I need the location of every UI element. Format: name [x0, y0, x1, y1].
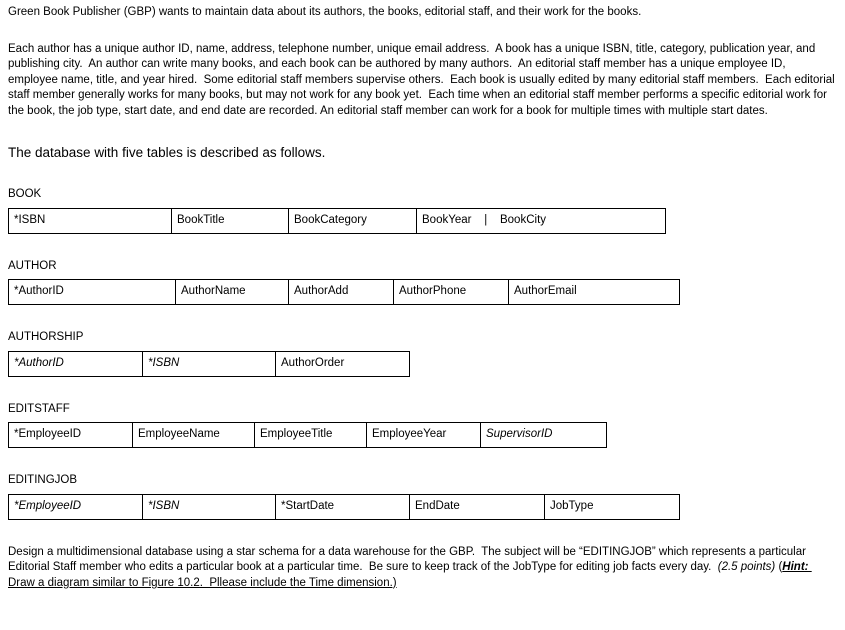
table-name-author: AUTHOR: [8, 259, 57, 272]
table-cell: EmployeeYear: [366, 422, 481, 448]
table-cell: *ISBN: [8, 208, 172, 234]
points-note: (2.5 points): [717, 561, 776, 573]
hint-label: Hint:: [782, 561, 809, 573]
task-paragraph: [8, 545, 837, 592]
table-cell: BookTitle: [171, 208, 289, 234]
table-book: [8, 208, 837, 234]
table-cell: EndDate: [409, 494, 545, 520]
table-cell: *AuthorID: [8, 351, 143, 377]
table-section-author: [8, 259, 837, 306]
table-cell: EmployeeTitle: [254, 422, 367, 448]
table-cell: AuthorEmail: [508, 279, 680, 305]
table-section-authorship: [8, 330, 837, 377]
table-name-book: BOOK: [8, 188, 42, 200]
table-author: [8, 279, 837, 305]
intro-paragraph: Green Book Publisher (GBP) wants to maintain data about its authors, the books, editorial staff, and their work for the books.: [8, 6, 642, 18]
table-cell: AuthorAdd: [288, 279, 394, 305]
table-cell: *ISBN: [142, 494, 276, 520]
table-cell: *EmployeeID: [8, 494, 143, 520]
table-cell: *StartDate: [275, 494, 410, 520]
table-editstaff: [8, 422, 837, 448]
table-cell: AuthorName: [175, 279, 289, 305]
table-cell: EmployeeName: [132, 422, 255, 448]
table-section-book: [8, 187, 837, 234]
table-section-editingjob: [8, 473, 837, 520]
task-text: Design a multidimensional database using a star schema for a data warehouse for the GBP. The subject will be “EDITINGJOB” which represents a particular Editorial Staff member who edits a particular book at a particular time. Be sure to keep track of the JobType for editing job facts every day.: [8, 545, 810, 573]
table-cell: BookYear | BookCity: [416, 208, 666, 234]
table-cell: BookCategory: [288, 208, 417, 234]
table-cell: SupervisorID: [480, 422, 607, 448]
tables-heading: The database with five tables is described as follows.: [8, 145, 326, 160]
task-text: (: [775, 561, 783, 573]
table-name-editstaff: EDITSTAFF: [8, 402, 70, 415]
table-cell: *AuthorID: [8, 279, 176, 305]
table-name-editingjob: EDITINGJOB: [8, 474, 78, 486]
table-cell: AuthorOrder: [275, 351, 410, 377]
table-section-editstaff: [8, 402, 837, 449]
table-cell: AuthorPhone: [393, 279, 509, 305]
table-name-authorship: AUTHORSHIP: [8, 331, 84, 343]
table-cell: JobType: [544, 494, 680, 520]
description-paragraph: Each author has a unique author ID, name, address, telephone number, unique email address. A book has a unique ISBN, title, category, publication year, and publishing city. An author can write many books, and each book can be authored by many authors. An editorial staff member has a unique employee ID, employee name, title, and year hired. Some editorial staff members supervise others. Each book is usually edited by many editorial staff members. Each editorial staff member generally works for many books, but may not work for any book yet. Each time when an editorial staff member performs a specific editorial work for the book, the job type, start date, and end date are recorded. An editorial staff member can work for a book for multiple times with multiple start dates.: [8, 42, 838, 117]
table-authorship: [8, 351, 837, 377]
hint-text: Draw a diagram similar to Figure 10.2. Pllease include the Time dimension.): [8, 561, 812, 589]
table-editingjob: [8, 494, 837, 520]
table-cell: *EmployeeID: [8, 422, 133, 448]
table-cell: *ISBN: [142, 351, 276, 377]
